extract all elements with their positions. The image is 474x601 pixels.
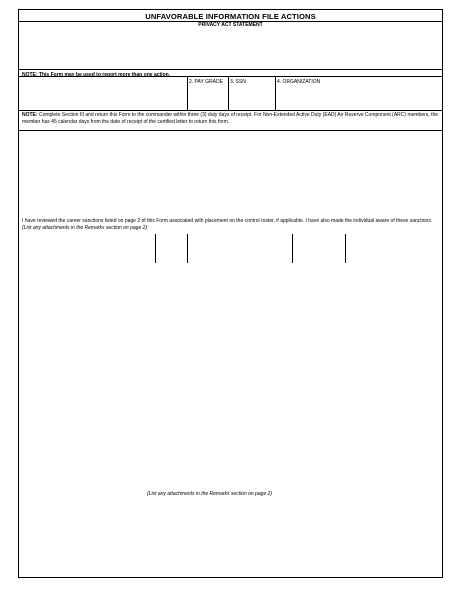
signature-divider [292, 234, 293, 263]
review-statement [22, 218, 440, 232]
signature-divider [187, 234, 188, 263]
field-divider [187, 76, 188, 110]
privacy-act-heading: PRIVACY ACT STATEMENT [198, 22, 263, 28]
note-return-form [22, 112, 440, 126]
form-frame [18, 9, 443, 578]
divider [19, 110, 442, 111]
divider [19, 76, 442, 77]
lower-attachments-note: (List any attachments in the Remarks section on page 2) [147, 491, 273, 497]
divider [19, 130, 442, 131]
ssn-label: 3. SSN [230, 79, 246, 85]
divider [19, 69, 442, 70]
note-multiple-actions: NOTE: This Form may be used to report more than one action. [22, 72, 171, 78]
review-text: I have reviewed the career sanctions listed on page 2 of this Form associated with placement on the control roster, if applicable. I have also made the individual aware of these sanctions. [22, 218, 433, 224]
signature-divider [345, 234, 346, 263]
form-title: UNFAVORABLE INFORMATION FILE ACTIONS [145, 12, 316, 21]
pay-grade-label: 2. PAY GRADE [189, 79, 223, 85]
attachments-note: (List any attachments in the Remarks section on page 2) [22, 225, 148, 231]
signature-divider [155, 234, 156, 263]
field-divider [275, 76, 276, 110]
note-prefix: NOTE: [22, 112, 38, 118]
field-divider [228, 76, 229, 110]
note-text: Complete Section III and return this Form to the commander within three (3) duty days of receipt. For Non-Extended Active Duty (EAD) Air Reserve Component (ARC) members, the member has 45 calendar days from the date of receipt of the certified letter to return this form. [22, 112, 439, 125]
organization-label: 4. ORGANIZATION [277, 79, 321, 85]
